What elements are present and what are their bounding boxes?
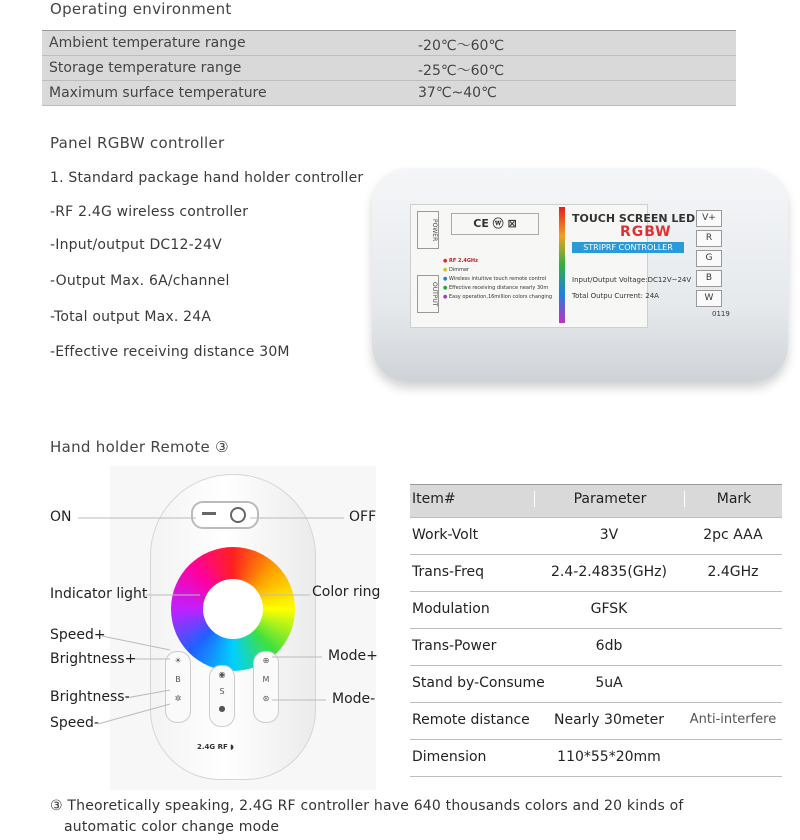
label-brightness-plus: Brightness+ [50, 651, 137, 667]
feature-item: -RF 2.4G wireless controller [50, 204, 249, 220]
cell-param: 6db [595, 638, 623, 654]
label-brightness-minus: Brightness- [50, 689, 130, 705]
env-value: -20℃～60℃ [418, 38, 505, 54]
cert-marks: CE ⓦ ⊠ [451, 213, 539, 235]
leader-line [102, 636, 170, 650]
cell-param: 3V [599, 527, 619, 543]
output-port-label: OUTPUT [417, 275, 439, 313]
table-row [410, 592, 782, 629]
cell-item: Remote distance [412, 712, 530, 728]
leader-line [98, 704, 170, 724]
mode-down-icon: ⊛ [262, 694, 270, 703]
cell-item: Work-Volt [412, 527, 479, 543]
feature-item: -Input/output DC12-24V [50, 237, 222, 253]
device-subtitle: STRIPRF CONTROLLER [572, 242, 684, 253]
label-indicator-light: Indicator light [50, 586, 148, 602]
env-value: -25℃～60℃ [418, 63, 505, 79]
cell-param: GFSK [590, 601, 628, 617]
feature-item: -Output Max. 6A/channel [50, 273, 230, 289]
label-on: ON [50, 509, 72, 525]
cell-item: Modulation [412, 601, 490, 617]
feature-list-item: ● Wireless intuitive touch remote control [443, 276, 547, 282]
feature-item: -Effective receiving distance 30M [50, 344, 290, 360]
feature-list-item: ● RF 2.4GHz [443, 258, 479, 264]
env-label: Maximum surface temperature [49, 85, 267, 101]
label-off: OFF [349, 509, 377, 525]
table-row [410, 666, 782, 703]
spec-table [410, 484, 782, 777]
header-parameter: Parameter [534, 491, 685, 507]
label-mode-minus: Mode- [332, 691, 376, 707]
spec-header-row [410, 484, 782, 518]
speed-up-icon: ◉ [218, 670, 226, 679]
feature-item: 1. Standard package hand holder controller [50, 170, 364, 186]
env-title: Operating environment [50, 0, 232, 18]
device-current: Total Outpu Current: 24A [572, 292, 659, 300]
cell-mark: Anti-interfere [689, 712, 777, 727]
header-mark: Mark [684, 491, 783, 507]
footnote-line-1: ③ Theoretically speaking, 2.4G RF controller have 640 thousands colors and 20 kinds of [50, 798, 684, 814]
cell-param: 5uA [595, 675, 623, 691]
speed-button-label: S [219, 687, 225, 696]
cell-item: Trans-Power [412, 638, 497, 654]
cell-item: Stand by-Consume [412, 675, 545, 691]
label-color-ring: Color ring [312, 584, 381, 600]
panel-title: Panel RGBW controller [50, 134, 225, 152]
cell-param: Nearly 30meter [554, 712, 664, 728]
feature-list-item: ● Dimmer [443, 267, 470, 273]
terminal: R [696, 230, 722, 247]
mode-up-icon: ⊕ [262, 656, 270, 665]
cell-param: 2.4-2.4835(GHz) [551, 564, 667, 580]
env-value: 37℃~40℃ [418, 85, 497, 101]
cell-item: Trans-Freq [412, 564, 485, 580]
terminal: G [696, 250, 722, 267]
cell-item: Dimension [412, 749, 487, 765]
table-row [410, 703, 782, 740]
table-row [410, 555, 782, 592]
sun-small-icon: ✲ [174, 694, 182, 703]
mode-button-label: M [262, 675, 270, 684]
table-row [410, 629, 782, 666]
feature-list-item: ● Effective receiving distance nearly 30m [443, 285, 549, 291]
env-label: Ambient temperature range [49, 35, 246, 51]
feature-item: -Total output Max. 24A [50, 309, 212, 325]
device-rgbw: RGBW [620, 224, 672, 240]
leader-line [126, 690, 170, 698]
terminal: B [696, 270, 722, 287]
terminal: V+ [696, 210, 722, 227]
terminal: W [696, 290, 722, 307]
remote-title: Hand holder Remote ③ [50, 438, 229, 456]
device-title: TOUCH SCREEN LED [572, 212, 696, 225]
table-row [410, 740, 782, 777]
feature-list-item: ● Easy operation,16million colors changing [443, 294, 553, 300]
brightness-button-label: B [175, 675, 181, 684]
footnote-line-2: automatic color change mode [64, 819, 280, 835]
remote-brand: 2.4G RF ◗ [197, 743, 234, 751]
cell-mark: 2.4GHz [707, 564, 759, 580]
cell-param: 110*55*20mm [557, 749, 661, 765]
header-item: Item# [412, 491, 456, 507]
cell-mark: 2pc AAA [703, 527, 763, 543]
power-port-label: POWER [417, 211, 439, 249]
label-speed-minus: Speed- [50, 715, 99, 731]
speed-down-icon: ● [218, 704, 226, 713]
sun-icon: ☀ [174, 656, 182, 665]
env-label: Storage temperature range [49, 60, 242, 76]
device-model: 0119 [712, 310, 730, 318]
table-row [410, 518, 782, 555]
label-speed-plus: Speed+ [50, 627, 106, 643]
device-voltage: Input/Output Voltage:DC12V~24V [572, 276, 692, 284]
signal-icon: ◗ [230, 743, 234, 751]
label-mode-plus: Mode+ [328, 648, 378, 664]
